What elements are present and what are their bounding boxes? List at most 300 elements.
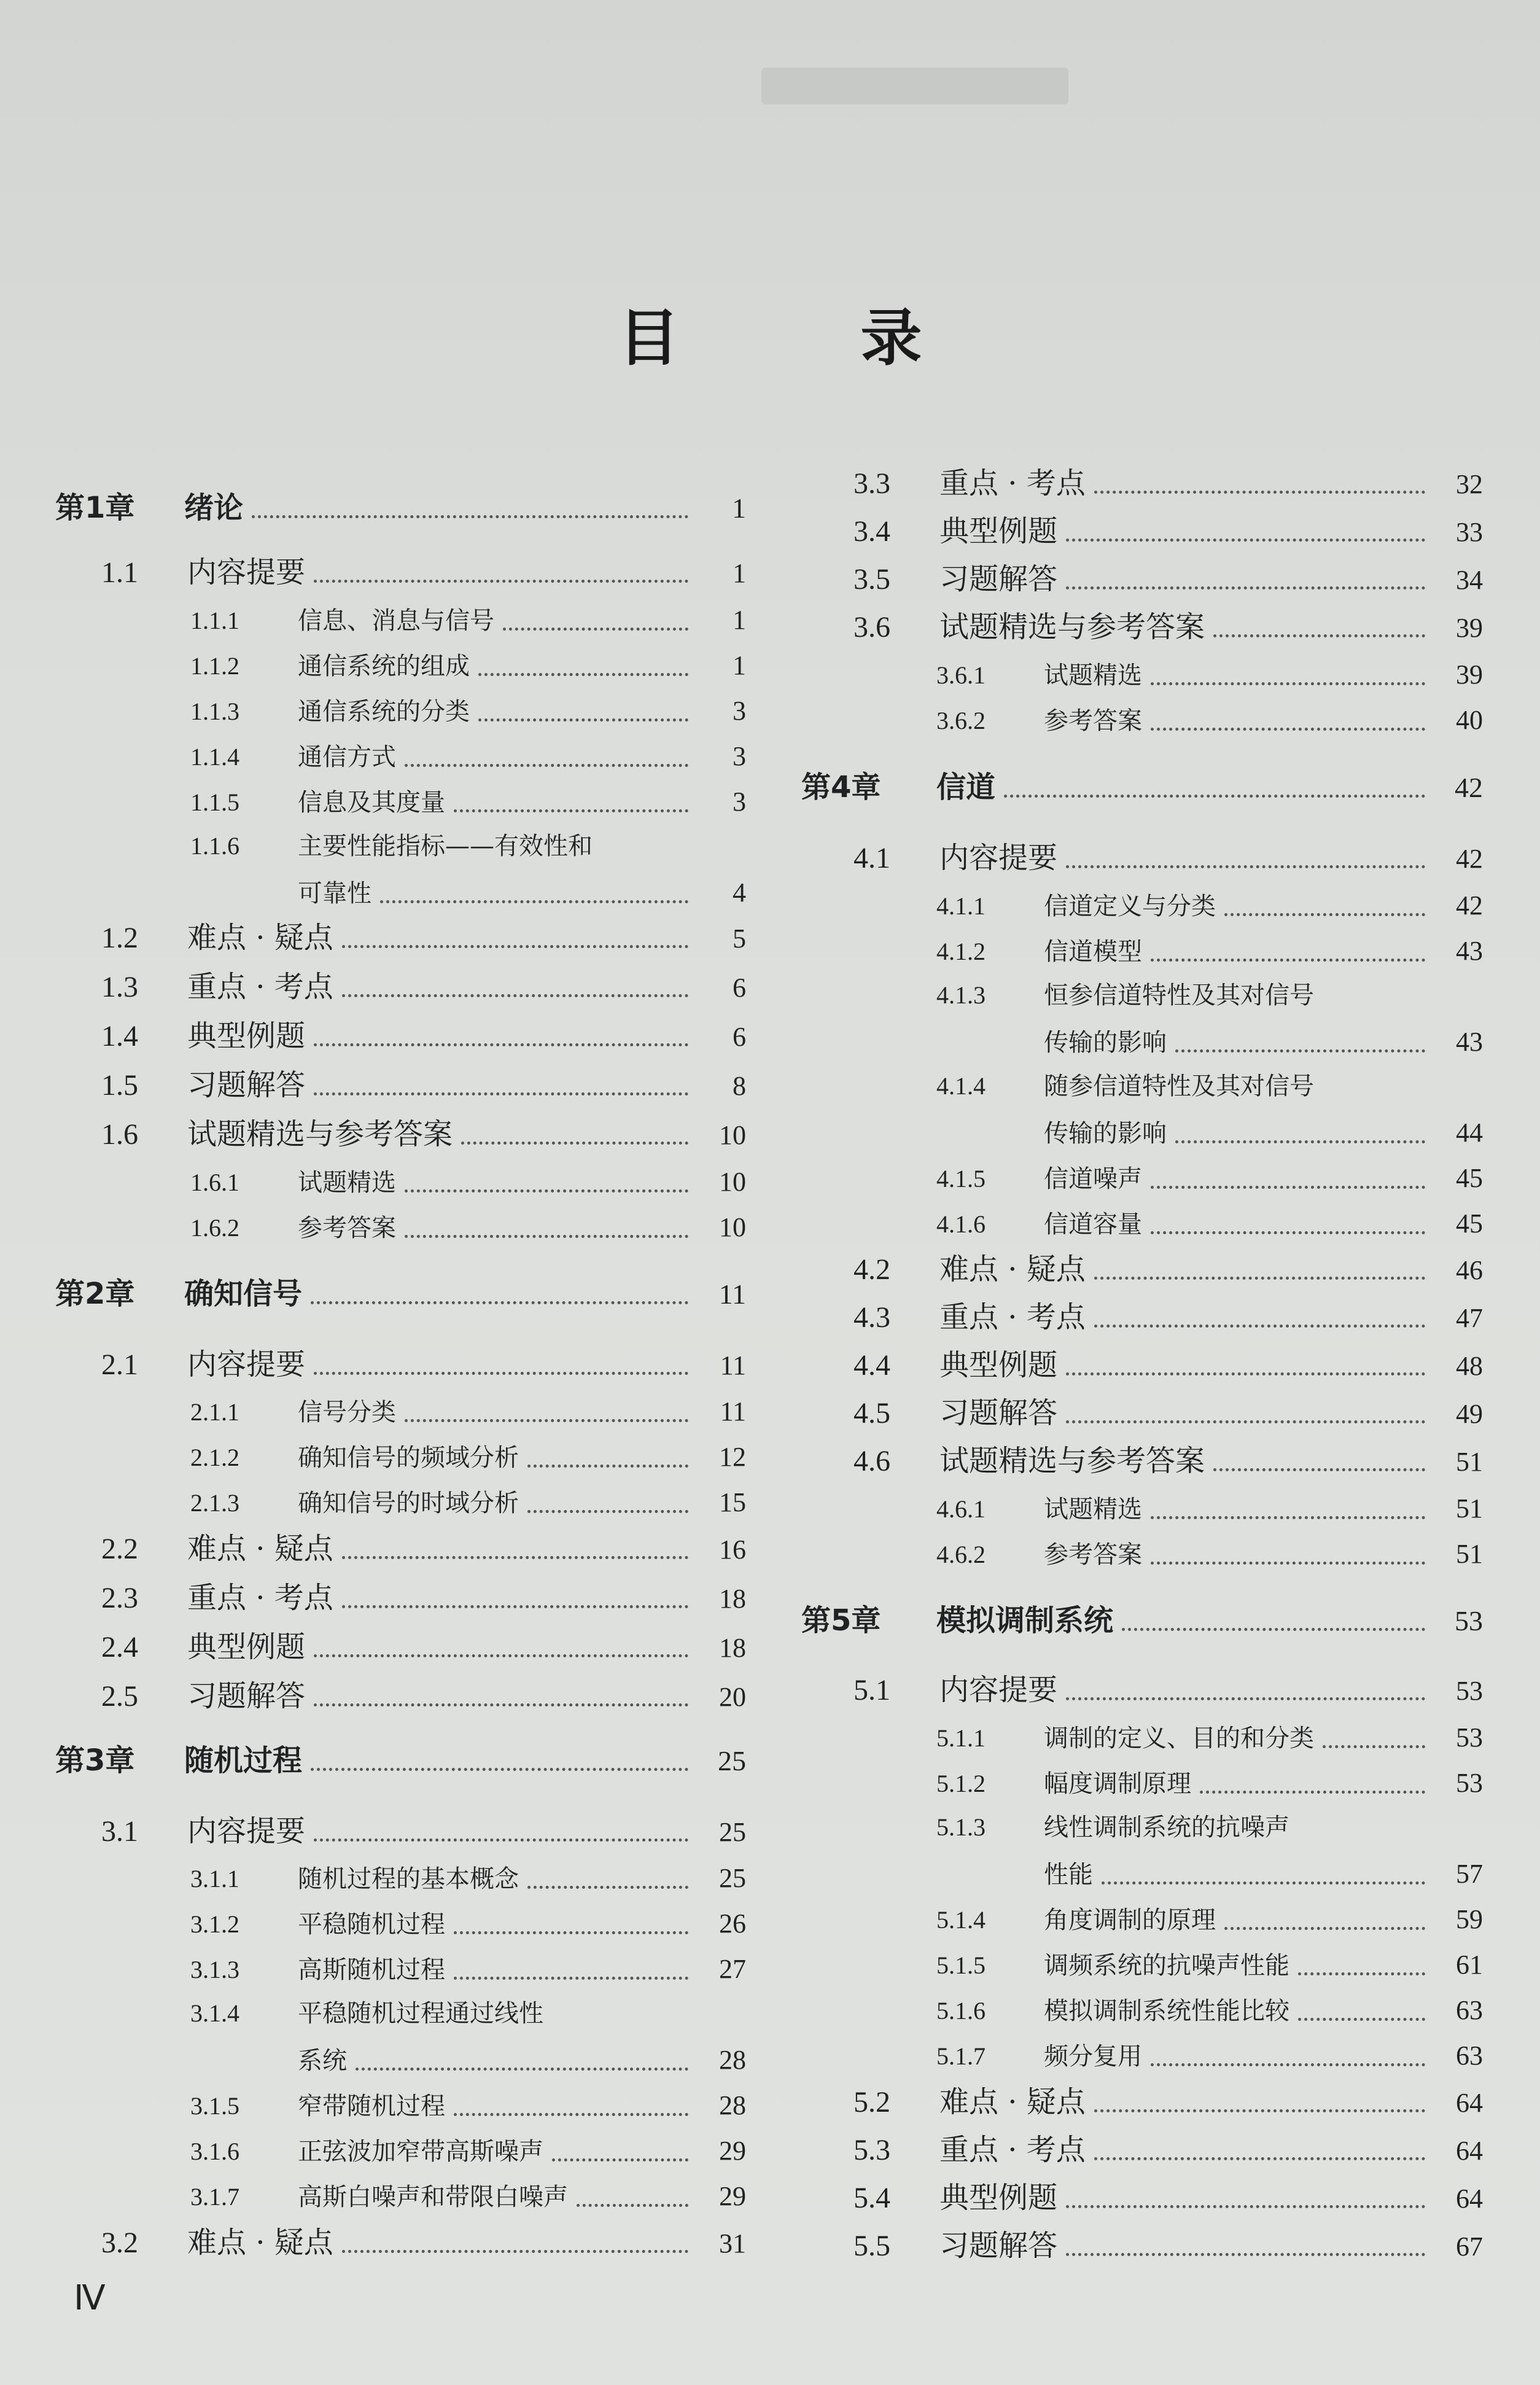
toc-entry-title: 角度调制的原理 (1044, 1906, 1216, 1934)
dot-leader (342, 1556, 688, 1559)
toc-entry (801, 659, 1483, 691)
toc-entry-number: 2.3 (101, 1582, 138, 1614)
toc-page-number: 64 (1456, 2136, 1483, 2166)
toc-entry (55, 1019, 746, 1053)
toc-entry-number: 5.3 (854, 2134, 890, 2166)
page-number: Ⅳ (74, 2279, 106, 2317)
toc-entry (55, 921, 746, 955)
dot-leader (1066, 586, 1425, 589)
dot-leader (1298, 2018, 1425, 2021)
toc-entry-title: 习题解答 (187, 1068, 306, 1102)
dot-leader (454, 2113, 688, 2116)
toc-page-number: 63 (1456, 2041, 1483, 2071)
toc-entry-title: 系统 (298, 2047, 347, 2075)
toc-entry-number: 5.4 (854, 2182, 890, 2214)
toc-page-number: 44 (1456, 1118, 1483, 1148)
toc-page-number: 63 (1456, 1995, 1483, 2025)
dot-leader (577, 2204, 688, 2207)
toc-page-number: 8 (733, 1071, 746, 1101)
toc-entry-number: 1.1.3 (190, 698, 239, 725)
toc-page-number: 42 (1455, 772, 1483, 803)
toc-entry-title: 试题精选 (1044, 661, 1142, 690)
toc-entry-title: 内容提要 (187, 1347, 306, 1382)
toc-entry-number: 第3章 (55, 1743, 135, 1778)
toc-entry-title: 信息、消息与信号 (298, 607, 494, 635)
toc-entry-title: 典型例题 (939, 514, 1058, 548)
toc-page-number: 48 (1456, 1351, 1483, 1381)
toc-entry-title: 信息及其度量 (298, 788, 445, 817)
toc-entry-number: 第2章 (55, 1277, 135, 1311)
toc-page-number: 12 (719, 1442, 746, 1472)
toc-page-number: 11 (720, 1350, 746, 1380)
toc-entry (55, 696, 746, 727)
toc-entry (55, 787, 746, 818)
toc-entry-number: 4.1.1 (936, 892, 986, 920)
toc-entry (55, 1487, 746, 1519)
toc-entry (801, 1950, 1483, 1981)
dot-leader (314, 1703, 688, 1706)
toc-entry-title: 高斯随机过程 (298, 1956, 445, 1984)
dot-leader (311, 1301, 688, 1304)
toc-entry-number: 3.3 (854, 467, 890, 500)
toc-entry-title: 重点 · 考点 (939, 2133, 1086, 2167)
toc-page-number: 26 (719, 1908, 746, 1939)
dot-leader (405, 1189, 688, 1192)
toc-page-number: 51 (1456, 1447, 1483, 1477)
toc-page-number: 57 (1456, 1859, 1483, 1889)
toc-entry-title: 通信系统的分类 (298, 698, 470, 726)
toc-entry-title: 信道 (936, 770, 996, 804)
toc-page-number: 5 (733, 924, 746, 954)
toc-entry-number: 2.1.2 (190, 1444, 239, 1471)
toc-entry (55, 1954, 746, 1985)
toc-page-number: 29 (719, 2136, 746, 2166)
toc-page-number: 59 (1456, 1904, 1483, 1934)
toc-entry-number: 5.1.1 (936, 1724, 986, 1752)
toc-entry (801, 562, 1483, 596)
toc-entry-number: 1.1.5 (190, 788, 239, 816)
toc-entry (801, 1995, 1483, 2026)
toc-page-number: 25 (719, 1863, 746, 1893)
toc-entry-number: 5.2 (854, 2086, 890, 2118)
toc-entry (801, 981, 1483, 1010)
dot-leader (1224, 913, 1425, 916)
toc-entry-number: 4.3 (854, 1301, 890, 1334)
dot-leader (1175, 1049, 1425, 1052)
dot-leader (527, 1886, 688, 1889)
toc-entry (801, 705, 1483, 736)
toc-entry-number: 5.1.3 (936, 1813, 986, 1841)
toc-entry (55, 1348, 746, 1382)
toc-page-number: 11 (720, 1396, 746, 1426)
dot-leader (527, 1465, 688, 1468)
toc-entry-title: 恒参信道特性及其对信号 (1044, 981, 1314, 1010)
toc-entry (801, 936, 1483, 967)
toc-entry (801, 890, 1483, 922)
toc-entry (55, 1118, 746, 1151)
dot-leader (1094, 2157, 1425, 2160)
toc-entry-number: 2.2 (101, 1533, 138, 1565)
toc-entry-title: 内容提要 (939, 1673, 1058, 1707)
toc-entry (801, 1539, 1483, 1570)
toc-page-number: 42 (1456, 844, 1483, 874)
toc-entry (801, 1348, 1483, 1382)
dot-leader (314, 1838, 688, 1842)
toc-entry-title: 模拟调制系统 (936, 1603, 1114, 1638)
dot-leader (1151, 2063, 1425, 2066)
toc-entry-title: 试题精选与参考答案 (939, 1444, 1205, 1478)
dot-leader (1066, 539, 1425, 542)
toc-entry-number: 2.1.1 (190, 1398, 239, 1426)
toc-entry-number: 4.4 (854, 1349, 890, 1382)
toc-entry-title: 难点 · 疑点 (939, 1252, 1086, 1286)
toc-page-number: 11 (718, 1278, 746, 1310)
dot-leader (454, 1931, 688, 1934)
toc-entry-title: 模拟调制系统性能比较 (1044, 1997, 1289, 2025)
toc-page-number: 1 (733, 650, 746, 680)
toc-entry-title: 试题精选 (1044, 1495, 1142, 1523)
toc-entry-title: 难点 · 疑点 (187, 1531, 333, 1566)
dot-leader (405, 764, 688, 767)
toc-chapter-entry (55, 1744, 746, 1778)
toc-page-number: 43 (1456, 936, 1483, 966)
toc-entry-title: 信道模型 (1044, 938, 1142, 966)
dot-leader (1066, 1420, 1425, 1423)
toc-page-number: 39 (1456, 659, 1483, 690)
toc-page-number: 53 (1455, 1605, 1483, 1636)
toc-entry-title: 信号分类 (298, 1398, 396, 1426)
dot-leader (454, 1977, 688, 1980)
toc-entry-title: 典型例题 (187, 1630, 306, 1664)
toc-entry-number: 5.1.7 (936, 2042, 986, 2070)
toc-page-number: 61 (1456, 1950, 1483, 1980)
toc-entry (801, 1301, 1483, 1334)
toc-entry-title: 确知信号的时域分析 (298, 1489, 519, 1517)
toc-page-number: 42 (1456, 890, 1483, 920)
toc-entry (801, 2229, 1483, 2263)
dot-leader (1004, 795, 1425, 798)
toc-entry (55, 1581, 746, 1615)
toc-entry (55, 2136, 746, 2167)
toc-entry (55, 1908, 746, 1940)
toc-entry-title: 确知信号的频域分析 (298, 1444, 519, 1472)
toc-page-number: 18 (719, 1633, 746, 1663)
toc-entry-number: 1.6.2 (190, 1214, 239, 1242)
dot-leader (461, 1142, 688, 1145)
dot-leader (342, 1605, 688, 1608)
toc-entry-title: 试题精选 (298, 1169, 396, 1197)
toc-entry (801, 841, 1483, 875)
dot-leader (1200, 1791, 1425, 1794)
toc-entry-number: 2.4 (101, 1631, 138, 1663)
toc-entry (55, 1442, 746, 1473)
toc-entry-number: 3.1.1 (190, 1865, 239, 1893)
toc-entry-title: 幅度调制原理 (1044, 1770, 1191, 1798)
toc-entry-title: 重点 · 考点 (187, 1581, 333, 1615)
dot-leader (1122, 1628, 1425, 1631)
dot-leader (1102, 1881, 1425, 1885)
toc-entry-number: 4.1.5 (936, 1165, 986, 1192)
toc-entry-number: 3.1 (101, 1815, 138, 1848)
toc-entry-title: 典型例题 (939, 1348, 1058, 1382)
dot-leader (314, 580, 688, 583)
toc-page-number: 15 (719, 1487, 746, 1517)
toc-entry (55, 650, 746, 682)
toc-entry-title: 内容提要 (187, 1814, 306, 1848)
toc-entry (801, 1072, 1483, 1100)
toc-entry (801, 467, 1483, 500)
toc-entry (801, 1722, 1483, 1754)
dot-leader (314, 1372, 688, 1375)
dot-leader (405, 1419, 688, 1422)
toc-entry-number: 4.6 (854, 1445, 890, 1477)
toc-entry-number: 3.2 (101, 2227, 138, 2259)
toc-entry-title: 传输的影响 (1044, 1029, 1167, 1057)
toc-page-number: 51 (1456, 1539, 1483, 1569)
toc-entry-title: 典型例题 (187, 1019, 306, 1053)
toc-entry-title: 可靠性 (298, 879, 371, 908)
toc-entry-number: 4.1.4 (936, 1072, 986, 1100)
toc-page-number: 1 (733, 558, 746, 588)
toc-entry-title: 习题解答 (939, 562, 1058, 596)
dot-leader (1066, 2205, 1425, 2208)
toc-entry-title: 难点 · 疑点 (939, 2085, 1086, 2119)
toc-entry (801, 1208, 1483, 1240)
dot-leader (1066, 1697, 1425, 1700)
toc-entry-title: 频分复用 (1044, 2042, 1142, 2071)
toc-page-number: 6 (733, 1022, 746, 1052)
toc-entry-title: 重点 · 考点 (187, 970, 333, 1004)
dot-leader (314, 1043, 688, 1046)
toc-entry-title: 高斯白噪声和带限白噪声 (298, 2183, 568, 2211)
toc-entry-number: 4.6.1 (936, 1495, 986, 1523)
toc-entry-title: 调频系统的抗噪声性能 (1044, 1951, 1289, 1980)
toc-page-number: 6 (733, 973, 746, 1003)
toc-page-number: 64 (1456, 2184, 1483, 2214)
toc-entry (55, 1999, 746, 2028)
toc-entry-title: 难点 · 疑点 (187, 2225, 333, 2260)
toc-entry-title: 重点 · 考点 (939, 1300, 1086, 1334)
toc-chapter-entry (801, 1604, 1483, 1638)
toc-entry (801, 1396, 1483, 1430)
toc-entry-title: 平稳随机过程 (298, 1910, 445, 1939)
toc-entry (801, 2041, 1483, 2072)
toc-entry-number: 4.1 (854, 842, 890, 874)
toc-entry-title: 随机过程 (184, 1743, 303, 1778)
dot-leader (1151, 1231, 1425, 1234)
toc-entry-number: 4.1.6 (936, 1210, 986, 1238)
toc-entry (801, 1444, 1483, 1478)
toc-entry-number: 5.1.4 (936, 1906, 986, 1934)
toc-page-number: 3 (733, 696, 746, 726)
toc-entry-title: 重点 · 考点 (939, 466, 1086, 500)
dot-leader (1094, 1325, 1425, 1328)
toc-entry (55, 1167, 746, 1198)
toc-entry-title: 线性调制系统的抗噪声 (1044, 1813, 1289, 1842)
toc-entry-number: 第1章 (55, 491, 135, 525)
dot-leader (314, 1092, 688, 1095)
dot-leader (1151, 1562, 1425, 1565)
toc-entry (801, 1163, 1483, 1194)
toc-entry (55, 1532, 746, 1566)
toc-page-number: 10 (719, 1212, 746, 1242)
toc-entry-number: 3.1.3 (190, 1956, 239, 1983)
toc-entry-number: 1.3 (101, 971, 138, 1003)
toc-entry (801, 1813, 1483, 1842)
toc-entry-title: 调制的定义、目的和分类 (1044, 1724, 1314, 1753)
toc-page-number: 32 (1456, 469, 1483, 499)
toc-entry-title: 绪论 (184, 491, 244, 525)
toc-page-number: 28 (719, 2045, 746, 2075)
dot-leader (503, 628, 688, 631)
toc-entry-number: 1.1.1 (190, 607, 239, 634)
dot-leader (380, 900, 688, 903)
toc-entry-continuation (801, 1027, 1483, 1058)
toc-entry-continuation (55, 877, 746, 909)
toc-entry (801, 1493, 1483, 1525)
toc-page-number: 10 (719, 1167, 746, 1197)
dot-leader (342, 2250, 688, 2253)
toc-entry-number: 1.6.1 (190, 1169, 239, 1196)
toc-page-number: 25 (718, 1745, 746, 1776)
toc-entry-number: 第4章 (801, 770, 881, 804)
dot-leader (527, 1510, 688, 1513)
toc-entry (801, 2181, 1483, 2215)
toc-entry-title: 正弦波加窄带高斯噪声 (298, 2138, 543, 2166)
toc-entry-number: 2.1 (101, 1348, 138, 1381)
toc-entry (801, 1673, 1483, 1707)
toc-entry-number: 1.6 (101, 1118, 138, 1151)
toc-page-number: 45 (1456, 1163, 1483, 1193)
toc-entry-number: 5.1 (854, 1674, 890, 1706)
toc-entry (55, 556, 746, 589)
toc-entry (55, 1212, 746, 1243)
dot-leader (1094, 1277, 1425, 1280)
dot-leader (1298, 1972, 1425, 1975)
toc-page-number: 40 (1456, 705, 1483, 735)
toc-entry-number: 1.5 (101, 1069, 138, 1102)
toc-entry-title: 参考答案 (1044, 1541, 1142, 1569)
toc-entry-continuation (801, 1859, 1483, 1890)
toc-entry (55, 1068, 746, 1102)
toc-page-number: 3 (733, 741, 746, 771)
toc-entry-number: 1.2 (101, 922, 138, 954)
dot-leader (1151, 959, 1425, 962)
toc-entry (801, 1904, 1483, 1936)
toc-entry (801, 2085, 1483, 2119)
toc-entry-title: 习题解答 (939, 1396, 1058, 1430)
dot-leader (1066, 1372, 1425, 1375)
toc-entry-number: 5.1.6 (936, 1997, 986, 2025)
toc-entry-title: 通信系统的组成 (298, 652, 470, 680)
toc-entry-number: 3.1.6 (190, 2138, 239, 2165)
toc-entry-number: 3.6 (854, 611, 890, 644)
dot-leader (1151, 682, 1425, 685)
dot-leader (1066, 865, 1425, 868)
toc-entry-number: 1.1.6 (190, 832, 239, 860)
toc-entry-number: 2.1.3 (190, 1489, 239, 1517)
toc-entry (801, 2133, 1483, 2167)
dot-leader (478, 718, 688, 722)
toc-entry-title: 信道定义与分类 (1044, 892, 1216, 920)
toc-entry-number: 1.1 (101, 556, 138, 589)
toc-chapter-entry (55, 491, 746, 525)
toc-page-number: 64 (1456, 2088, 1483, 2118)
toc-entry-number: 3.6.1 (936, 661, 986, 689)
dot-leader (1094, 2109, 1425, 2112)
toc-entry-number: 3.1.5 (190, 2092, 239, 2120)
toc-entry-number: 3.5 (854, 563, 890, 596)
toc-entry (55, 2090, 746, 2122)
toc-chapter-entry (55, 1277, 746, 1311)
toc-page-number: 27 (719, 1954, 746, 1984)
toc-page-number: 1 (732, 492, 746, 524)
dot-leader (342, 994, 688, 997)
toc-entry-title: 习题解答 (187, 1679, 306, 1713)
toc-page-number: 53 (1456, 1768, 1483, 1798)
toc-entry (801, 515, 1483, 548)
dot-leader (342, 945, 688, 948)
toc-entry-number: 1.4 (101, 1020, 138, 1052)
dot-leader (478, 673, 688, 676)
toc-entry (55, 1679, 746, 1713)
toc-entry-number: 2.5 (101, 1680, 138, 1713)
toc-entry (55, 832, 746, 860)
toc-page-number: 29 (719, 2181, 746, 2211)
toc-entry-title: 试题精选与参考答案 (187, 1117, 453, 1151)
toc-entry-title: 随机过程的基本概念 (298, 1865, 519, 1893)
toc-entry (55, 2181, 746, 2212)
toc-page-number: 53 (1456, 1676, 1483, 1706)
toc-page-number: 43 (1456, 1027, 1483, 1057)
toc-entry (55, 970, 746, 1004)
toc-entry-title: 内容提要 (187, 555, 306, 589)
dot-leader (1224, 1927, 1425, 1930)
toc-entry-number: 3.1.7 (190, 2183, 239, 2211)
toc-entry-title: 传输的影响 (1044, 1119, 1167, 1148)
toc-entry (55, 741, 746, 772)
toc-entry-continuation (801, 1118, 1483, 1149)
toc-entry-number: 5.5 (854, 2230, 890, 2262)
toc-entry (801, 1768, 1483, 1799)
toc-page-number: 53 (1456, 1722, 1483, 1753)
dot-leader (1323, 1745, 1425, 1748)
page-title: 目 录 (618, 302, 1002, 374)
toc-entry-number: 1.1.2 (190, 652, 239, 680)
toc-entry-number: 3.4 (854, 515, 890, 548)
dot-leader (252, 515, 688, 518)
toc-entry-title: 通信方式 (298, 743, 396, 771)
toc-page-number: 39 (1456, 613, 1483, 643)
toc-page-number: 34 (1456, 565, 1483, 595)
toc-entry (55, 1815, 746, 1848)
dot-leader (1094, 491, 1425, 494)
toc-page-number: 10 (719, 1120, 746, 1150)
toc-entry-title: 性能 (1044, 1861, 1093, 1889)
toc-entry-number: 4.6.2 (936, 1541, 986, 1568)
toc-page-number: 4 (733, 877, 746, 908)
toc-entry (55, 2226, 746, 2260)
toc-page-number: 1 (733, 605, 746, 635)
toc-entry-number: 4.2 (854, 1253, 890, 1286)
toc-entry-title: 典型例题 (939, 2181, 1058, 2215)
toc-page-number: 33 (1456, 517, 1483, 547)
toc-entry-title: 随参信道特性及其对信号 (1044, 1072, 1314, 1100)
toc-entry-number: 3.1.4 (190, 1999, 239, 2027)
toc-page-number: 18 (719, 1584, 746, 1614)
toc-entry-number: 5.1.5 (936, 1951, 986, 1979)
toc-page-number: 49 (1456, 1399, 1483, 1429)
